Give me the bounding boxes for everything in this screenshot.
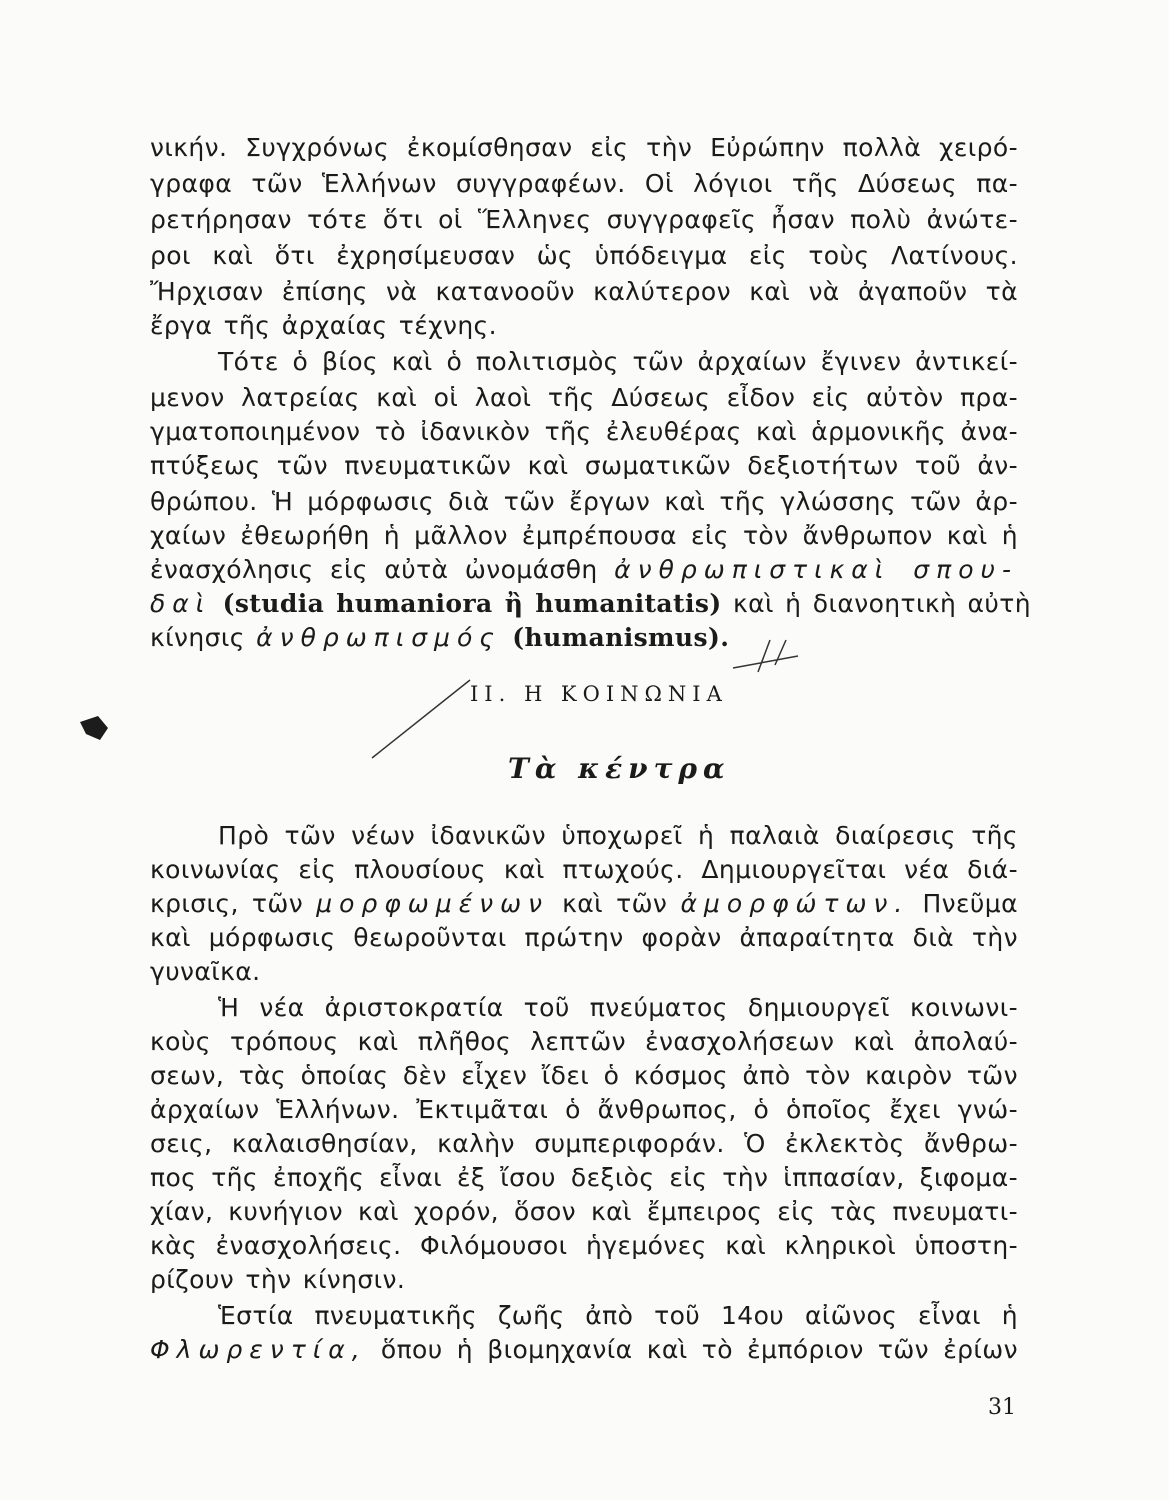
text-span: Πνεῦμα [922, 889, 1018, 918]
text-line: ροι καὶ ὅτι ἐχρησίμευσαν ὡς ὑπόδειγμα εἰς τοὺς Λατίνους. [150, 241, 1018, 270]
text-line: θρώπου. Ἡ μόρφωσις διὰ τῶν ἔργων καὶ τῆς γλώσσης τῶν ἀρ- [150, 487, 1018, 516]
text-line: Τότε ὁ βίος καὶ ὁ πολιτισμὸς τῶν ἀρχαίων ἔγινεν ἀντικεί- [218, 347, 1018, 376]
text-line: Ἤρχισαν ἐπίσης νὰ κατανοοῦν καλύτερον καὶ νὰ ἀγαποῦν τὰ [150, 277, 1018, 306]
text-span: ἐνασχόλησις εἰς αὐτὰ ὠνομάσθη [150, 555, 598, 584]
text-span: καὶ ἡ διανοητικὴ αὐτὴ [732, 589, 1031, 618]
ink-mark [80, 716, 108, 740]
text-line: Πρὸ τῶν νέων ἰδανικῶν ὑποχωρεῖ ἡ παλαιὰ διαίρεσις τῆς [218, 821, 1018, 850]
text-line: ἀρχαίων Ἑλλήνων. Ἐκτιμᾶται ὁ ἄνθρωπος, ὁ ὁποῖος ἔχει γνώ- [150, 1095, 1018, 1124]
latin-term: (humanismus). [512, 623, 730, 652]
text-line: ρίζουν τὴν κίνησιν. [150, 1265, 406, 1294]
text-line: γματοποιημένον τὸ ἰδανικὸν τῆς ἐλευθέρας καὶ ἁρμονικῆς ἀνα- [150, 417, 1018, 446]
text-line: Ἑστία πνευματικῆς ζωῆς ἀπὸ τοῦ 14ου αἰῶνος εἶναι ἡ [218, 1301, 1018, 1330]
text-span: κίνησις [150, 623, 245, 652]
spaced-term: ἀνθρωπιστικαὶ σπου- [614, 555, 1018, 584]
text-line: πος τῆς ἐποχῆς εἶναι ἐξ ἴσου δεξιὸς εἰς τὴν ἱππασίαν, ξιφομα- [150, 1163, 1018, 1192]
text-line: νικήν. Συγχρόνως ἐκομίσθησαν εἰς τὴν Εὐρώπην πολλὰ χειρό- [150, 133, 1018, 162]
diagonal-stroke [372, 680, 470, 758]
text-line: κὰς ἐνασχολήσεις. Φιλόμουσοι ἡγεμόνες καὶ κληρικοὶ ὑποστη- [150, 1231, 1018, 1260]
section-heading: II. Η ΚΟΙΝΩΝΙΑ [470, 682, 728, 706]
text-span: καὶ τῶν [562, 889, 668, 918]
text-line: γυναῖκα. [150, 957, 261, 986]
text-line: πτύξεως τῶν πνευματικῶν καὶ σωματικῶν δεξιοτήτων τοῦ ἀν- [150, 451, 1018, 480]
page-number: 31 [988, 1395, 1016, 1420]
text-line: σεων, τὰς ὁποίας δὲν εἶχεν ἴδει ὁ κόσμος ἀπὸ τὸν καιρὸν τῶν [150, 1061, 1018, 1090]
text-line: σεις, καλαισθησίαν, καλὴν συμπεριφοράν. Ὁ ἐκλεκτὸς ἄνθρω- [150, 1129, 1018, 1158]
text-line: χίαν, κυνήγιον καὶ χορόν, ὅσον καὶ ἔμπειρος εἰς τὰς πνευματι- [150, 1197, 1018, 1226]
text-line: κοὺς τρόπους καὶ πλῆθος λεπτῶν ἐνασχολήσεων καὶ ἀπολαύ- [150, 1027, 1018, 1056]
spaced-term: ἀμορφώτων. [680, 889, 910, 918]
text-line: γραφα τῶν Ἑλλήνων συγγραφέων. Οἱ λόγιοι τῆς Δύσεως πα- [150, 169, 1018, 198]
text-line: ἔργα τῆς ἀρχαίας τέχνης. [150, 311, 497, 340]
latin-term: (studia humaniora ἢ humanitatis) [222, 589, 722, 618]
text-span: ὅπου ἡ βιομηχανία καὶ τὸ ἐμπόριον τῶν ἐρίων [380, 1335, 1018, 1364]
text-span: κρισις, τῶν [150, 889, 304, 918]
text-line: κοινωνίας εἰς πλουσίους καὶ πτωχούς. Δημιουργεῖται νέα διά- [150, 855, 1018, 884]
spaced-term: μορφωμένων [316, 889, 549, 918]
subheading: Τὰ κέντρα [508, 752, 731, 785]
text-line: ρετήρησαν τότε ὅτι οἱ Ἕλληνες συγγραφεῖς ἦσαν πολὺ ἀνώτε- [150, 205, 1018, 234]
hash-mark [733, 640, 798, 672]
spaced-term: Φλωρεντία, [150, 1335, 367, 1364]
spaced-term: δαὶ [150, 589, 212, 618]
spaced-term: ἀνθρωπισμός [256, 623, 501, 652]
text-line: καὶ μόρφωσις θεωροῦνται πρώτην φορὰν ἀπαραίτητα διὰ τὴν [150, 923, 1018, 952]
text-line: Ἡ νέα ἀριστοκρατία τοῦ πνεύματος δημιουργεῖ κοινωνι- [218, 993, 1018, 1022]
text-line: μενον λατρείας καὶ οἱ λαοὶ τῆς Δύσεως εἶδον εἰς αὐτὸν πρα- [150, 383, 1018, 412]
text-line: χαίων ἐθεωρήθη ἡ μᾶλλον ἐμπρέπουσα εἰς τὸν ἄνθρωπον καὶ ἡ [150, 521, 1018, 550]
